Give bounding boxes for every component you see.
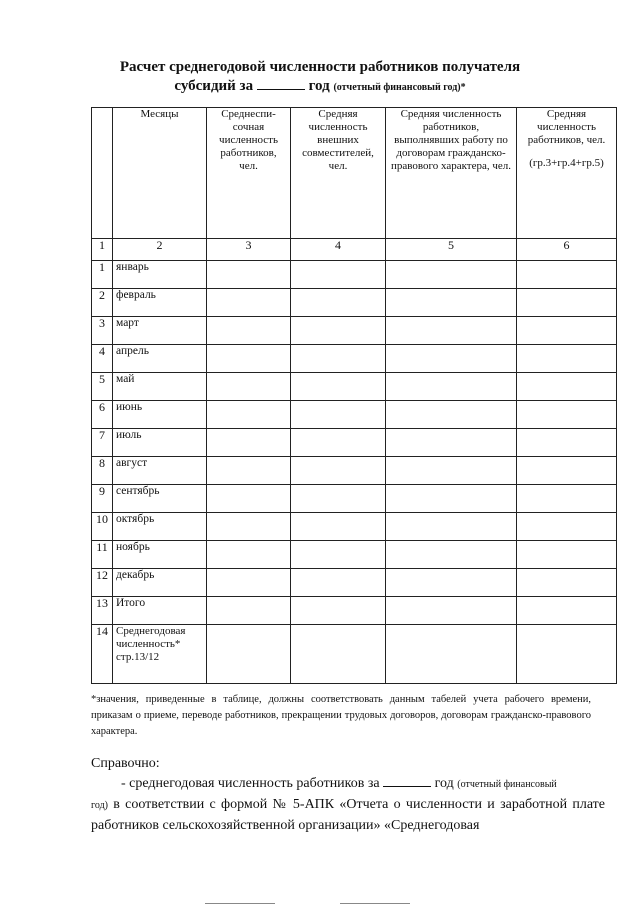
reference-continuation <box>91 795 605 836</box>
row-label: январь <box>113 261 207 289</box>
input-cell[interactable] <box>386 373 517 401</box>
input-cell[interactable] <box>291 597 386 625</box>
column-number: 3 <box>207 239 291 261</box>
input-cell[interactable] <box>386 261 517 289</box>
row-index: 14 <box>92 625 113 684</box>
input-cell[interactable] <box>207 373 291 401</box>
input-cell[interactable] <box>207 457 291 485</box>
reference-line-1 <box>91 774 605 795</box>
input-cell[interactable] <box>386 625 517 684</box>
reference-body <box>91 774 605 836</box>
row-label: май <box>113 373 207 401</box>
row-index: 10 <box>92 513 113 541</box>
table-row <box>92 457 617 485</box>
header-cell-index <box>92 108 113 239</box>
input-cell[interactable] <box>207 345 291 373</box>
input-cell[interactable] <box>291 289 386 317</box>
input-cell[interactable] <box>517 289 617 317</box>
input-cell[interactable] <box>291 373 386 401</box>
input-cell[interactable] <box>386 569 517 597</box>
input-cell[interactable] <box>386 597 517 625</box>
input-cell[interactable] <box>517 317 617 345</box>
input-cell[interactable] <box>207 541 291 569</box>
row-index: 8 <box>92 457 113 485</box>
input-cell[interactable] <box>386 541 517 569</box>
table-row <box>92 401 617 429</box>
row-label: март <box>113 317 207 345</box>
row-label: Среднегодовая численность* стр.13/12 <box>113 625 207 684</box>
reference-text: - среднегодовая численность работников за <box>121 776 380 791</box>
input-cell[interactable] <box>517 261 617 289</box>
row-label: ноябрь <box>113 541 207 569</box>
input-cell[interactable] <box>207 485 291 513</box>
table-row <box>92 317 617 345</box>
input-cell[interactable] <box>291 401 386 429</box>
table-row <box>92 541 617 569</box>
row-index: 7 <box>92 429 113 457</box>
input-cell[interactable] <box>207 401 291 429</box>
row-index: 12 <box>92 569 113 597</box>
header-cell-months: Месяцы <box>113 108 207 239</box>
column-number: 2 <box>113 239 207 261</box>
footer-line <box>340 903 410 904</box>
input-cell[interactable] <box>207 513 291 541</box>
footnote: *значения, приведенные в таблице, должны соответствовать данным табелей учета рабочего времени, приказам о приеме, переводе работников, прекращении трудовых договоров, договорам гражданско-правового характера. <box>91 694 591 737</box>
header-cell-civil-contracts: Средняя численность работников, выполнявших работу по договорам гражданско-правового характера, чел. <box>386 108 517 239</box>
column-number: 4 <box>291 239 386 261</box>
title-year-text: год <box>308 78 330 94</box>
row-index: 9 <box>92 485 113 513</box>
input-cell[interactable] <box>517 485 617 513</box>
column-number: 6 <box>517 239 617 261</box>
input-cell[interactable] <box>291 429 386 457</box>
row-index: 5 <box>92 373 113 401</box>
input-cell[interactable] <box>291 625 386 684</box>
input-cell[interactable] <box>386 317 517 345</box>
input-cell[interactable] <box>517 569 617 597</box>
header-formula: (гр.3+гр.4+гр.5) <box>529 157 604 169</box>
row-index: 1 <box>92 261 113 289</box>
input-cell[interactable] <box>291 569 386 597</box>
input-cell[interactable] <box>291 513 386 541</box>
table-row <box>92 261 617 289</box>
input-cell[interactable] <box>517 429 617 457</box>
header-cell-listed-staff: Среднеспи-сочная численность работников, чел. <box>207 108 291 239</box>
input-cell[interactable] <box>517 345 617 373</box>
header-average-label: Средняя численность работников, чел. <box>527 108 606 146</box>
row-index: 3 <box>92 317 113 345</box>
row-index: 11 <box>92 541 113 569</box>
input-cell[interactable] <box>517 597 617 625</box>
input-cell[interactable] <box>386 485 517 513</box>
input-cell[interactable] <box>291 261 386 289</box>
title-subsidy-text: субсидий за <box>174 78 254 94</box>
table-row <box>92 289 617 317</box>
row-label: август <box>113 457 207 485</box>
reference-text-rest: в соответствии с формой № 5-АПК «Отчета о численности и заработной плате работников сельскохозяйственной организации» «Среднегодовая <box>91 797 606 833</box>
table-row-total <box>92 597 617 625</box>
table-row <box>92 569 617 597</box>
row-index: 13 <box>92 597 113 625</box>
title-year-note: (отчетный финансовый год)* <box>333 82 466 93</box>
input-cell[interactable] <box>386 345 517 373</box>
title-line-1: Расчет среднегодовой численности работников получателя <box>119 59 521 75</box>
input-cell[interactable] <box>207 317 291 345</box>
row-index: 2 <box>92 289 113 317</box>
column-number-row <box>92 239 617 261</box>
header-cell-external-parttime: Средняя численность внешних совместителей, чел. <box>291 108 386 239</box>
header-cell-average-total <box>517 108 617 239</box>
table-row <box>92 373 617 401</box>
row-label: октябрь <box>113 513 207 541</box>
table-header-row <box>92 108 617 239</box>
year-blank <box>257 77 305 90</box>
row-label: Итого <box>113 597 207 625</box>
table-row-annual-average <box>92 625 617 684</box>
input-cell[interactable] <box>291 485 386 513</box>
input-cell[interactable] <box>207 569 291 597</box>
input-cell[interactable] <box>386 429 517 457</box>
input-cell[interactable] <box>207 261 291 289</box>
row-label: декабрь <box>113 569 207 597</box>
year-blank <box>383 774 431 787</box>
title-line-2 <box>0 77 640 97</box>
reference-year-note-end: год) <box>91 800 108 811</box>
input-cell[interactable] <box>207 289 291 317</box>
input-cell[interactable] <box>517 457 617 485</box>
input-cell[interactable] <box>517 513 617 541</box>
document-title <box>0 58 640 97</box>
row-index: 6 <box>92 401 113 429</box>
input-cell[interactable] <box>386 457 517 485</box>
row-label: июнь <box>113 401 207 429</box>
table-row <box>92 513 617 541</box>
input-cell[interactable] <box>207 597 291 625</box>
input-cell[interactable] <box>291 317 386 345</box>
footer-line <box>205 903 275 904</box>
input-cell[interactable] <box>517 401 617 429</box>
input-cell[interactable] <box>291 541 386 569</box>
input-cell[interactable] <box>291 457 386 485</box>
reference-year-note: (отчетный финансовый <box>457 779 557 790</box>
table-row <box>92 485 617 513</box>
row-label: февраль <box>113 289 207 317</box>
column-number: 5 <box>386 239 517 261</box>
input-cell[interactable] <box>386 401 517 429</box>
headcount-table <box>91 107 617 684</box>
input-cell[interactable] <box>517 541 617 569</box>
input-cell[interactable] <box>517 373 617 401</box>
input-cell[interactable] <box>207 429 291 457</box>
input-cell[interactable] <box>386 513 517 541</box>
row-label: июль <box>113 429 207 457</box>
row-label: сентябрь <box>113 485 207 513</box>
input-cell[interactable] <box>291 345 386 373</box>
input-cell[interactable] <box>386 289 517 317</box>
table-row <box>92 429 617 457</box>
reference-title: Справочно: <box>91 756 160 771</box>
input-cell[interactable] <box>517 625 617 684</box>
reference-year-word: год <box>434 776 454 791</box>
column-number: 1 <box>92 239 113 261</box>
row-label: апрель <box>113 345 207 373</box>
row-index: 4 <box>92 345 113 373</box>
input-cell[interactable] <box>207 625 291 684</box>
table-row <box>92 345 617 373</box>
